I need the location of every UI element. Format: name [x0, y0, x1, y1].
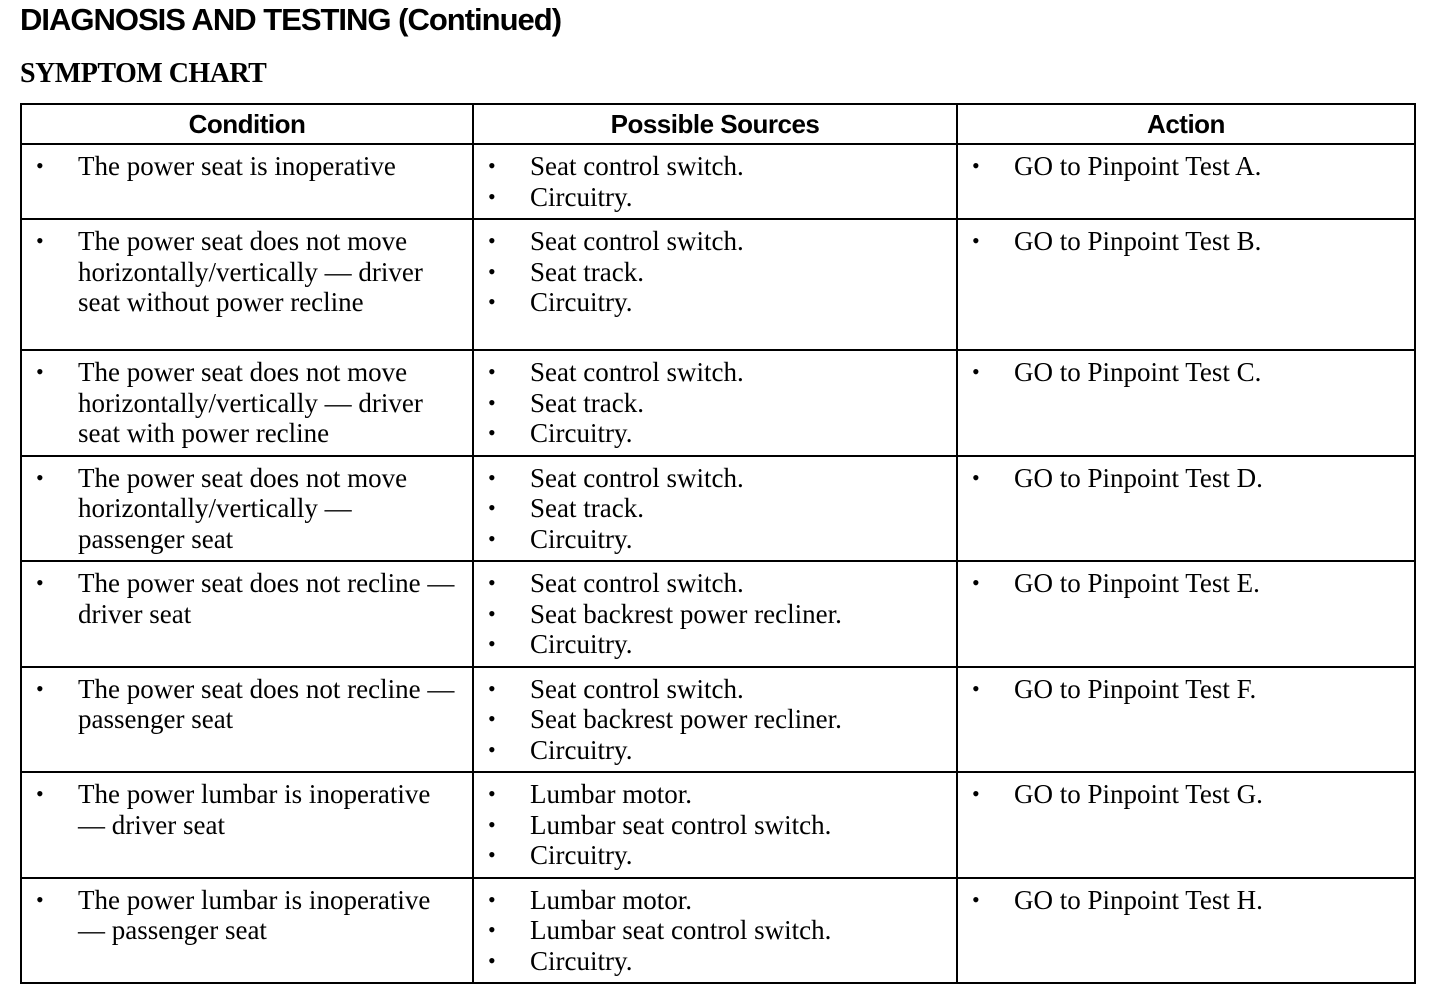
action-cell	[957, 219, 1415, 350]
source-item: • Circuitry.	[484, 735, 948, 766]
source-item: • Circuitry.	[484, 629, 948, 660]
possible-sources-cell	[473, 667, 957, 773]
action-list	[958, 668, 1414, 711]
condition-list	[22, 773, 472, 846]
table-row	[21, 144, 1415, 219]
symptom-chart-table	[20, 103, 1416, 984]
possible-sources-cell	[473, 561, 957, 667]
source-item: • Circuitry.	[484, 287, 948, 318]
source-item: • Circuitry.	[484, 418, 948, 449]
action-text: • GO to Pinpoint Test B.	[968, 226, 1406, 257]
source-item: • Seat control switch.	[484, 463, 948, 494]
condition-list	[22, 220, 472, 324]
table-body	[21, 144, 1415, 983]
action-text: • GO to Pinpoint Test D.	[968, 463, 1406, 494]
source-item: • Seat track.	[484, 257, 948, 288]
source-item: • Seat control switch.	[484, 151, 948, 182]
action-cell	[957, 878, 1415, 984]
source-item: • Seat backrest power recliner.	[484, 704, 948, 735]
table-row	[21, 350, 1415, 456]
condition-cell	[21, 219, 473, 350]
action-list	[958, 351, 1414, 394]
sources-list	[474, 145, 956, 218]
source-item: • Circuitry.	[484, 182, 948, 213]
source-item: • Circuitry.	[484, 840, 948, 871]
table-row	[21, 219, 1415, 350]
condition-text: • The power seat does not move horizontally/vertically — driver seat with power recline	[32, 357, 464, 449]
source-item: • Seat track.	[484, 493, 948, 524]
possible-sources-cell	[473, 878, 957, 984]
possible-sources-cell	[473, 772, 957, 878]
action-list	[958, 220, 1414, 263]
action-list	[958, 879, 1414, 922]
source-item: • Lumbar seat control switch.	[484, 810, 948, 841]
condition-text: • The power seat does not move horizontally/vertically — passenger seat	[32, 463, 464, 555]
sources-list	[474, 668, 956, 772]
table-row	[21, 561, 1415, 667]
table-row	[21, 456, 1415, 562]
condition-cell	[21, 456, 473, 562]
source-item: • Seat control switch.	[484, 674, 948, 705]
action-list	[958, 145, 1414, 188]
condition-cell	[21, 144, 473, 219]
possible-sources-cell	[473, 144, 957, 219]
condition-text: • The power lumbar is inoperative — passenger seat	[32, 885, 464, 946]
column-header-action: Action	[957, 104, 1415, 144]
column-header-condition: Condition	[21, 104, 473, 144]
action-text: • GO to Pinpoint Test A.	[968, 151, 1406, 182]
condition-list	[22, 457, 472, 561]
source-item: • Lumbar motor.	[484, 779, 948, 810]
condition-list	[22, 145, 472, 188]
action-list	[958, 562, 1414, 605]
sources-list	[474, 351, 956, 455]
source-item: • Seat backrest power recliner.	[484, 599, 948, 630]
source-item: • Lumbar seat control switch.	[484, 915, 948, 946]
action-cell	[957, 144, 1415, 219]
page-title: DIAGNOSIS AND TESTING (Continued)	[20, 2, 562, 37]
condition-cell	[21, 561, 473, 667]
source-item: • Circuitry.	[484, 946, 948, 977]
action-cell	[957, 350, 1415, 456]
table-row	[21, 878, 1415, 984]
sources-list	[474, 562, 956, 666]
source-item: • Seat control switch.	[484, 568, 948, 599]
action-list	[958, 773, 1414, 816]
action-list	[958, 457, 1414, 500]
sources-list	[474, 220, 956, 324]
condition-cell	[21, 772, 473, 878]
condition-cell	[21, 667, 473, 773]
condition-list	[22, 562, 472, 635]
condition-text: • The power seat does not recline — driver seat	[32, 568, 464, 629]
action-text: • GO to Pinpoint Test H.	[968, 885, 1406, 916]
table-header-row	[21, 104, 1415, 144]
source-item: • Circuitry.	[484, 524, 948, 555]
source-item: • Seat control switch.	[484, 357, 948, 388]
sources-list	[474, 773, 956, 877]
section-title: SYMPTOM CHART	[20, 58, 267, 89]
action-text: • GO to Pinpoint Test G.	[968, 779, 1406, 810]
source-item: • Lumbar motor.	[484, 885, 948, 916]
condition-text: • The power seat is inoperative	[32, 151, 464, 182]
possible-sources-cell	[473, 350, 957, 456]
possible-sources-cell	[473, 219, 957, 350]
action-cell	[957, 456, 1415, 562]
sources-list	[474, 879, 956, 983]
condition-text: • The power seat does not move horizontally/vertically — driver seat without power recline	[32, 226, 464, 318]
condition-list	[22, 351, 472, 455]
action-text: • GO to Pinpoint Test E.	[968, 568, 1406, 599]
sources-list	[474, 457, 956, 561]
column-header-possible-sources: Possible Sources	[473, 104, 957, 144]
condition-text: • The power seat does not recline — passenger seat	[32, 674, 464, 735]
action-cell	[957, 667, 1415, 773]
condition-list	[22, 879, 472, 952]
action-cell	[957, 772, 1415, 878]
condition-list	[22, 668, 472, 741]
action-cell	[957, 561, 1415, 667]
table-row	[21, 667, 1415, 773]
possible-sources-cell	[473, 456, 957, 562]
condition-text: • The power lumbar is inoperative — driver seat	[32, 779, 464, 840]
action-text: • GO to Pinpoint Test F.	[968, 674, 1406, 705]
condition-cell	[21, 350, 473, 456]
condition-cell	[21, 878, 473, 984]
action-text: • GO to Pinpoint Test C.	[968, 357, 1406, 388]
source-item: • Seat control switch.	[484, 226, 948, 257]
source-item: • Seat track.	[484, 388, 948, 419]
table-row	[21, 772, 1415, 878]
